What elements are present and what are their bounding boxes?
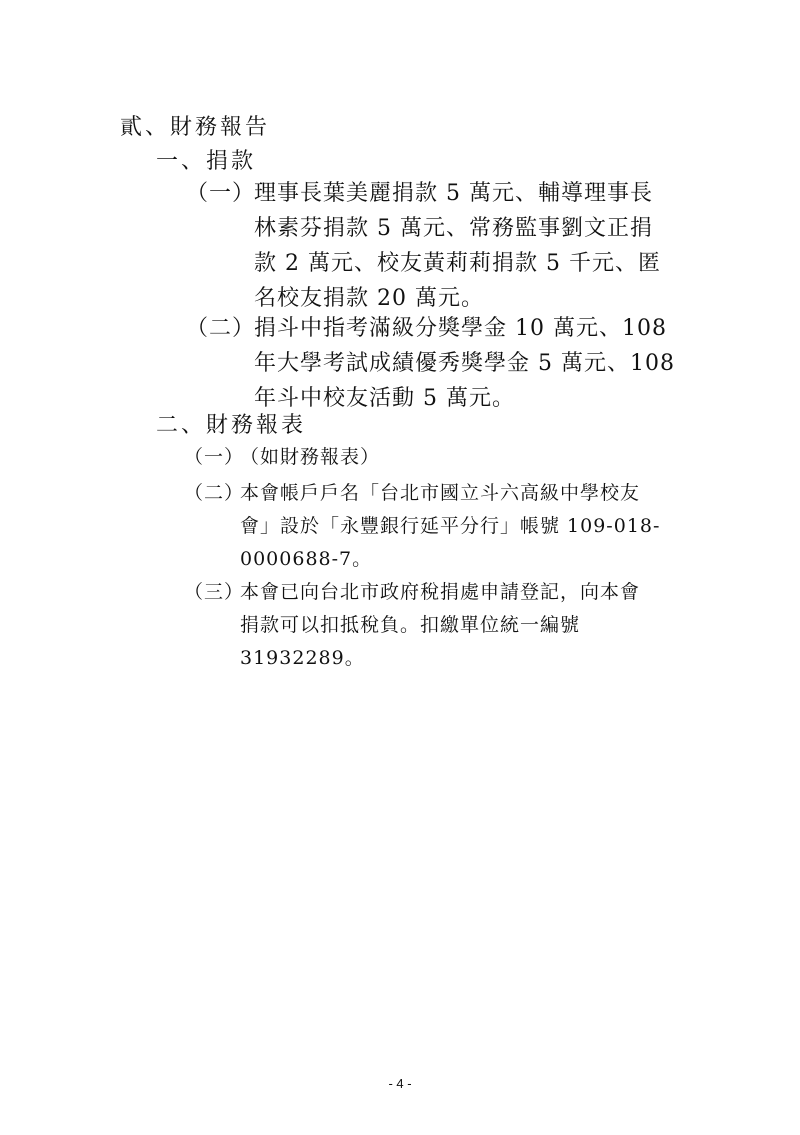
item-line: 會」設於「永豐銀行延平分行」帳號 109-018- [240, 515, 661, 537]
item-marker: （二） [186, 316, 256, 341]
item-line: 理事長葉美麗捐款 5 萬元、輔導理事長 [254, 181, 653, 206]
item-line: 林素芬捐款 5 萬元、常務監事劉文正捐 [254, 216, 653, 241]
donations-heading: 一、捐款 [156, 149, 257, 174]
item-line: （如財務報表） [240, 446, 381, 468]
item-line: 本會帳戶戶名「台北市國立斗六高級中學校友 [240, 482, 641, 504]
item-marker: （二） [184, 482, 245, 504]
item-line: 款 2 萬元、校友黃莉莉捐款 5 千元、匿 [254, 251, 661, 276]
item-marker: （三） [184, 581, 245, 603]
item-marker: （一） [186, 181, 256, 206]
report-item-2 [184, 477, 724, 576]
report-item-3 [184, 576, 724, 675]
item-line: 本會已向台北市政府稅捐處申請登記，向本會 [240, 581, 641, 603]
item-line: 0000688-7。 [240, 548, 373, 570]
reports-heading: 二、財務報表 [156, 413, 307, 438]
section-title: 貳、財務報告 [120, 115, 271, 140]
item-line: 名校友捐款 20 萬元。 [254, 286, 484, 311]
item-line: 31932289。 [240, 647, 365, 669]
report-item-1 [184, 441, 724, 474]
item-line: 捐斗中指考滿級分獎學金 10 萬元、108 [254, 316, 667, 341]
page-number: - 4 - [388, 1076, 412, 1091]
item-marker: （一） [184, 446, 245, 468]
item-line: 捐款可以扣抵稅負。扣繳單位統一編號 [240, 614, 581, 636]
donation-item-1 [186, 176, 726, 316]
donation-item-2 [186, 311, 726, 416]
item-line: 年斗中校友活動 5 萬元。 [254, 386, 515, 411]
item-line: 年大學考試成績優秀獎學金 5 萬元、108 [254, 351, 675, 376]
